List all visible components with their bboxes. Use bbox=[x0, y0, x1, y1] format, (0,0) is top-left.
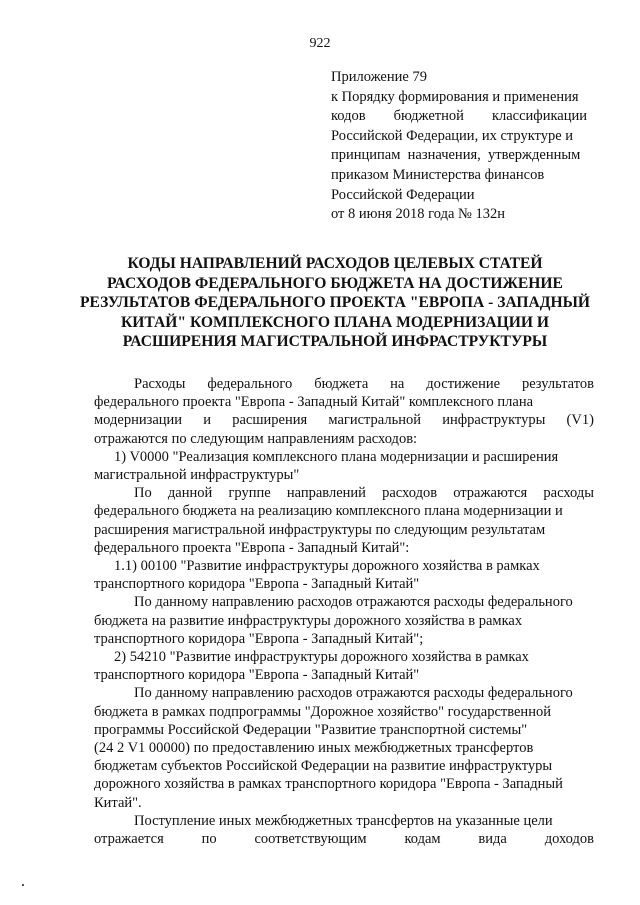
appendix-line: Российской Федерации bbox=[331, 186, 475, 203]
word: расходы bbox=[543, 485, 594, 502]
title-line: КИТАЙ" КОМПЛЕКСНОГО ПЛАНА МОДЕРНИЗАЦИИ И bbox=[120, 313, 550, 331]
word: отражается bbox=[94, 831, 164, 848]
document-body bbox=[94, 375, 594, 848]
word: группе bbox=[228, 485, 271, 502]
text-line: Поступление иных межбюджетных трансфертов на указанные цели bbox=[134, 812, 553, 829]
text-line: программы Российской Федерации "Развитие транспортной системы" bbox=[94, 721, 528, 738]
text-line: дорожного хозяйства в рамках транспортного коридора "Европа - Западный bbox=[94, 776, 563, 793]
text-line bbox=[94, 375, 594, 393]
word: вида bbox=[478, 831, 507, 848]
paragraph-item-2-description bbox=[94, 684, 594, 811]
text-line: бюджетам субъектов Российской Федерации на развитие инфраструктуры bbox=[94, 758, 553, 775]
text-line: Китай". bbox=[94, 794, 142, 811]
paragraph-item-1-1 bbox=[94, 557, 594, 593]
document-title bbox=[70, 254, 600, 352]
text-line: По данному направлению расходов отражаются расходы федерального bbox=[134, 685, 573, 702]
text-line: магистральной инфраструктуры" bbox=[94, 467, 300, 484]
appendix-word: кодов bbox=[331, 108, 366, 125]
appendix-line: Приложение 79 bbox=[331, 69, 427, 85]
text-line: транспортного коридора "Европа - Западный Китай" bbox=[94, 667, 420, 684]
text-line: федерального проекта "Европа - Западный Китай": bbox=[94, 539, 410, 556]
word: и bbox=[203, 412, 212, 429]
paragraph-item-1 bbox=[94, 448, 594, 484]
text-line: федерального бюджета на реализацию комплексного плана модернизации и bbox=[94, 503, 563, 520]
text-line: транспортного коридора "Европа - Западный Китай"; bbox=[94, 630, 424, 647]
word: инфраструктуры bbox=[442, 412, 546, 429]
word: расходов bbox=[382, 485, 438, 502]
text-line: бюджета в рамках подпрограммы "Дорожное хозяйство" государственной bbox=[94, 703, 551, 720]
appendix-line: от 8 июня 2018 года № 132н bbox=[331, 206, 505, 223]
paragraph-group-description bbox=[94, 484, 594, 557]
title-line: КОДЫ НАПРАВЛЕНИЙ РАСХОДОВ ЦЕЛЕВЫХ СТАТЕЙ bbox=[127, 255, 543, 272]
text-line: транспортного коридора "Европа - Западный Китай" bbox=[94, 576, 420, 593]
word: модернизации bbox=[94, 412, 183, 429]
title-line: РЕЗУЛЬТАТОВ ФЕДЕРАЛЬНОГО ПРОЕКТА "ЕВРОПА - ЗАПАДНЫЙ bbox=[79, 294, 591, 311]
word: федерального bbox=[207, 376, 293, 392]
appendix-line: Российской Федерации, их структуре и bbox=[331, 127, 574, 144]
word: бюджета bbox=[314, 376, 369, 392]
text-line: отражаются по следующим направлениям расходов: bbox=[94, 430, 418, 447]
appendix-word: классификации bbox=[491, 108, 587, 125]
appendix-line bbox=[331, 107, 587, 127]
paragraph-transfers bbox=[94, 812, 594, 848]
word: доходов bbox=[544, 831, 594, 848]
word: (V1) bbox=[566, 412, 594, 429]
word: расширения bbox=[232, 412, 308, 429]
word: направлений bbox=[286, 485, 366, 502]
text-line: расширения магистральной инфраструктуры по следующим результатам bbox=[94, 521, 546, 538]
text-line: 1.1) 00100 "Развитие инфраструктуры дорожного хозяйства в рамках bbox=[114, 558, 540, 575]
appendix-line: принципам назначения, утвержденным bbox=[331, 147, 581, 164]
word: По bbox=[134, 485, 152, 502]
word: магистральной bbox=[328, 412, 421, 429]
word: отражаются bbox=[453, 485, 528, 502]
paragraph-intro bbox=[94, 375, 594, 448]
paragraph-item-2 bbox=[94, 648, 594, 684]
word: Расходы bbox=[134, 376, 186, 392]
text-line: 1) V0000 "Реализация комплексного плана модернизации и расширения bbox=[114, 448, 559, 465]
appendix-word: бюджетной bbox=[393, 108, 464, 125]
text-line: федерального проекта "Европа - Западный Китай" комплексного плана bbox=[94, 394, 534, 411]
text-line bbox=[94, 830, 594, 848]
paragraph-item-1-1-description bbox=[94, 593, 594, 648]
word: достижение bbox=[426, 376, 501, 392]
word: данной bbox=[167, 485, 213, 502]
text-line: 2) 54210 "Развитие инфраструктуры дорожного хозяйства в рамках bbox=[114, 649, 529, 666]
word: кодам bbox=[404, 831, 441, 848]
appendix-line: к Порядку формирования и применения bbox=[331, 88, 579, 105]
title-line: РАСШИРЕНИЯ МАГИСТРАЛЬНОЙ ИНФРАСТРУКТУРЫ bbox=[122, 333, 548, 350]
text-line: (24 2 V1 00000) по предоставлению иных межбюджетных трансфертов bbox=[94, 740, 534, 757]
text-line: бюджета на развитие инфраструктуры дорожного хозяйства в рамках bbox=[94, 612, 523, 629]
word: по bbox=[201, 831, 217, 848]
appendix-line: приказом Министерства финансов bbox=[331, 166, 545, 183]
text-line bbox=[94, 484, 594, 502]
text-line bbox=[94, 411, 594, 429]
text-line: По данному направлению расходов отражаются расходы федерального bbox=[134, 594, 573, 611]
scan-speck bbox=[22, 884, 24, 886]
word: на bbox=[390, 376, 405, 392]
word: соответствующим bbox=[254, 831, 367, 848]
word: результатов bbox=[521, 376, 594, 392]
appendix-block bbox=[331, 68, 587, 225]
page-number: 922 bbox=[309, 36, 331, 51]
title-line: РАСХОДОВ ФЕДЕРАЛЬНОГО БЮДЖЕТА НА ДОСТИЖЕНИЕ bbox=[107, 274, 563, 292]
